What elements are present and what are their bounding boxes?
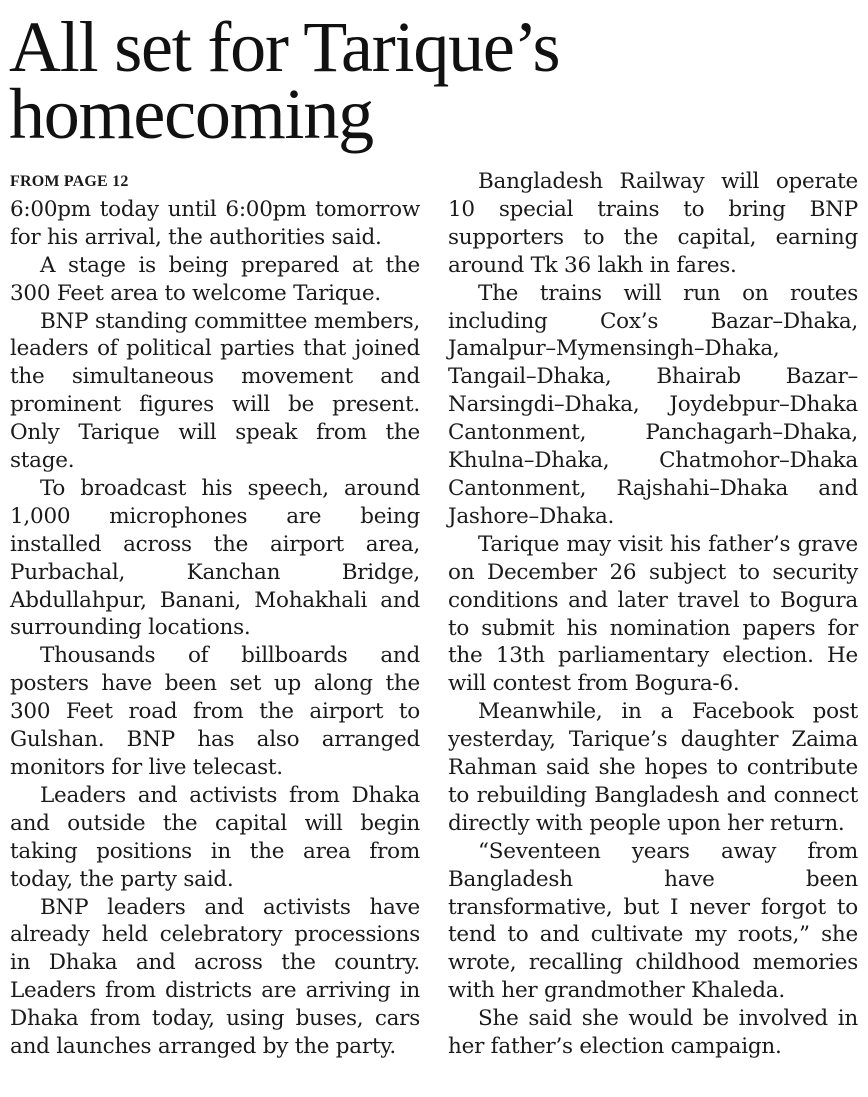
paragraph: 6:00pm today until 6:00pm tomorrow for his arrival, the authorities said. (10, 196, 420, 250)
dateline: FROM PAGE 12 (10, 173, 129, 190)
paragraph: Tarique may visit his father’s grave on December 26 subject to security conditions and later travel to Bogura to submit his nomination papers for the 13th parliamentary election. He will contest from Bogura-6. (448, 531, 858, 697)
article-column-right (448, 168, 858, 1061)
article-headline: All set for Tarique’s homecoming (9, 7, 560, 154)
paragraph: Leaders and activists from Dhaka and outside the capital will begin taking positions in the area from today, the party said. (10, 782, 420, 892)
article-column-left (10, 168, 420, 1061)
paragraph: “Seventeen years away from Bangladesh have been transformative, but I never forgot to tend to and cultivate my roots,” she wrote, recalling childhood memories with her grandmother Khaleda. (448, 838, 858, 1004)
paragraph: To broadcast his speech, around 1,000 microphones are being installed across the airport area, Purbachal, Kanchan Bridge, Abdullahpur, Banani, Mohakhali and surrounding locations. (10, 475, 420, 641)
paragraph: A stage is being prepared at the 300 Feet area to welcome Tarique. (10, 252, 420, 306)
paragraph: Bangladesh Railway will operate 10 special trains to bring BNP supporters to the capital, earning around Tk 36 lakh in fares. (448, 169, 858, 278)
paragraph: BNP leaders and activists have already held celebratory processions in Dhaka and across the country. Leaders from districts are arriving in Dhaka from today, using buses, cars and launches arranged by the party. (10, 894, 420, 1060)
paragraph: She said she would be involved in her father’s election campaign. (448, 1006, 858, 1060)
paragraph: BNP standing committee members, leaders of political parties that joined the simultaneous movement and prominent figures will be present. Only Tarique will speak from the stage. (10, 308, 420, 474)
paragraph: Thousands of billboards and posters have been set up along the 300 Feet road from the airport to Gulshan. BNP has also arranged monitors for live telecast. (10, 643, 420, 781)
paragraph: The trains will run on routes including Cox’s Bazar–Dhaka, Jamalpur–Mymensingh–Dhaka, Tangail–Dhaka, Bhairab Bazar–Narsingdi–Dhaka, Joydebpur–Dhaka Cantonment, Panchagarh–Dhaka, Khulna–Dhaka, Chatmohor–Dhaka Cantonment, Rajshahi–Dhaka and Jashore–Dhaka. (448, 280, 858, 529)
paragraph: Meanwhile, in a Facebook post yesterday, Tarique’s daughter Zaima Rahman said she hopes to contribute to rebuilding Bangladesh and connect directly with people upon her return. (448, 699, 858, 836)
